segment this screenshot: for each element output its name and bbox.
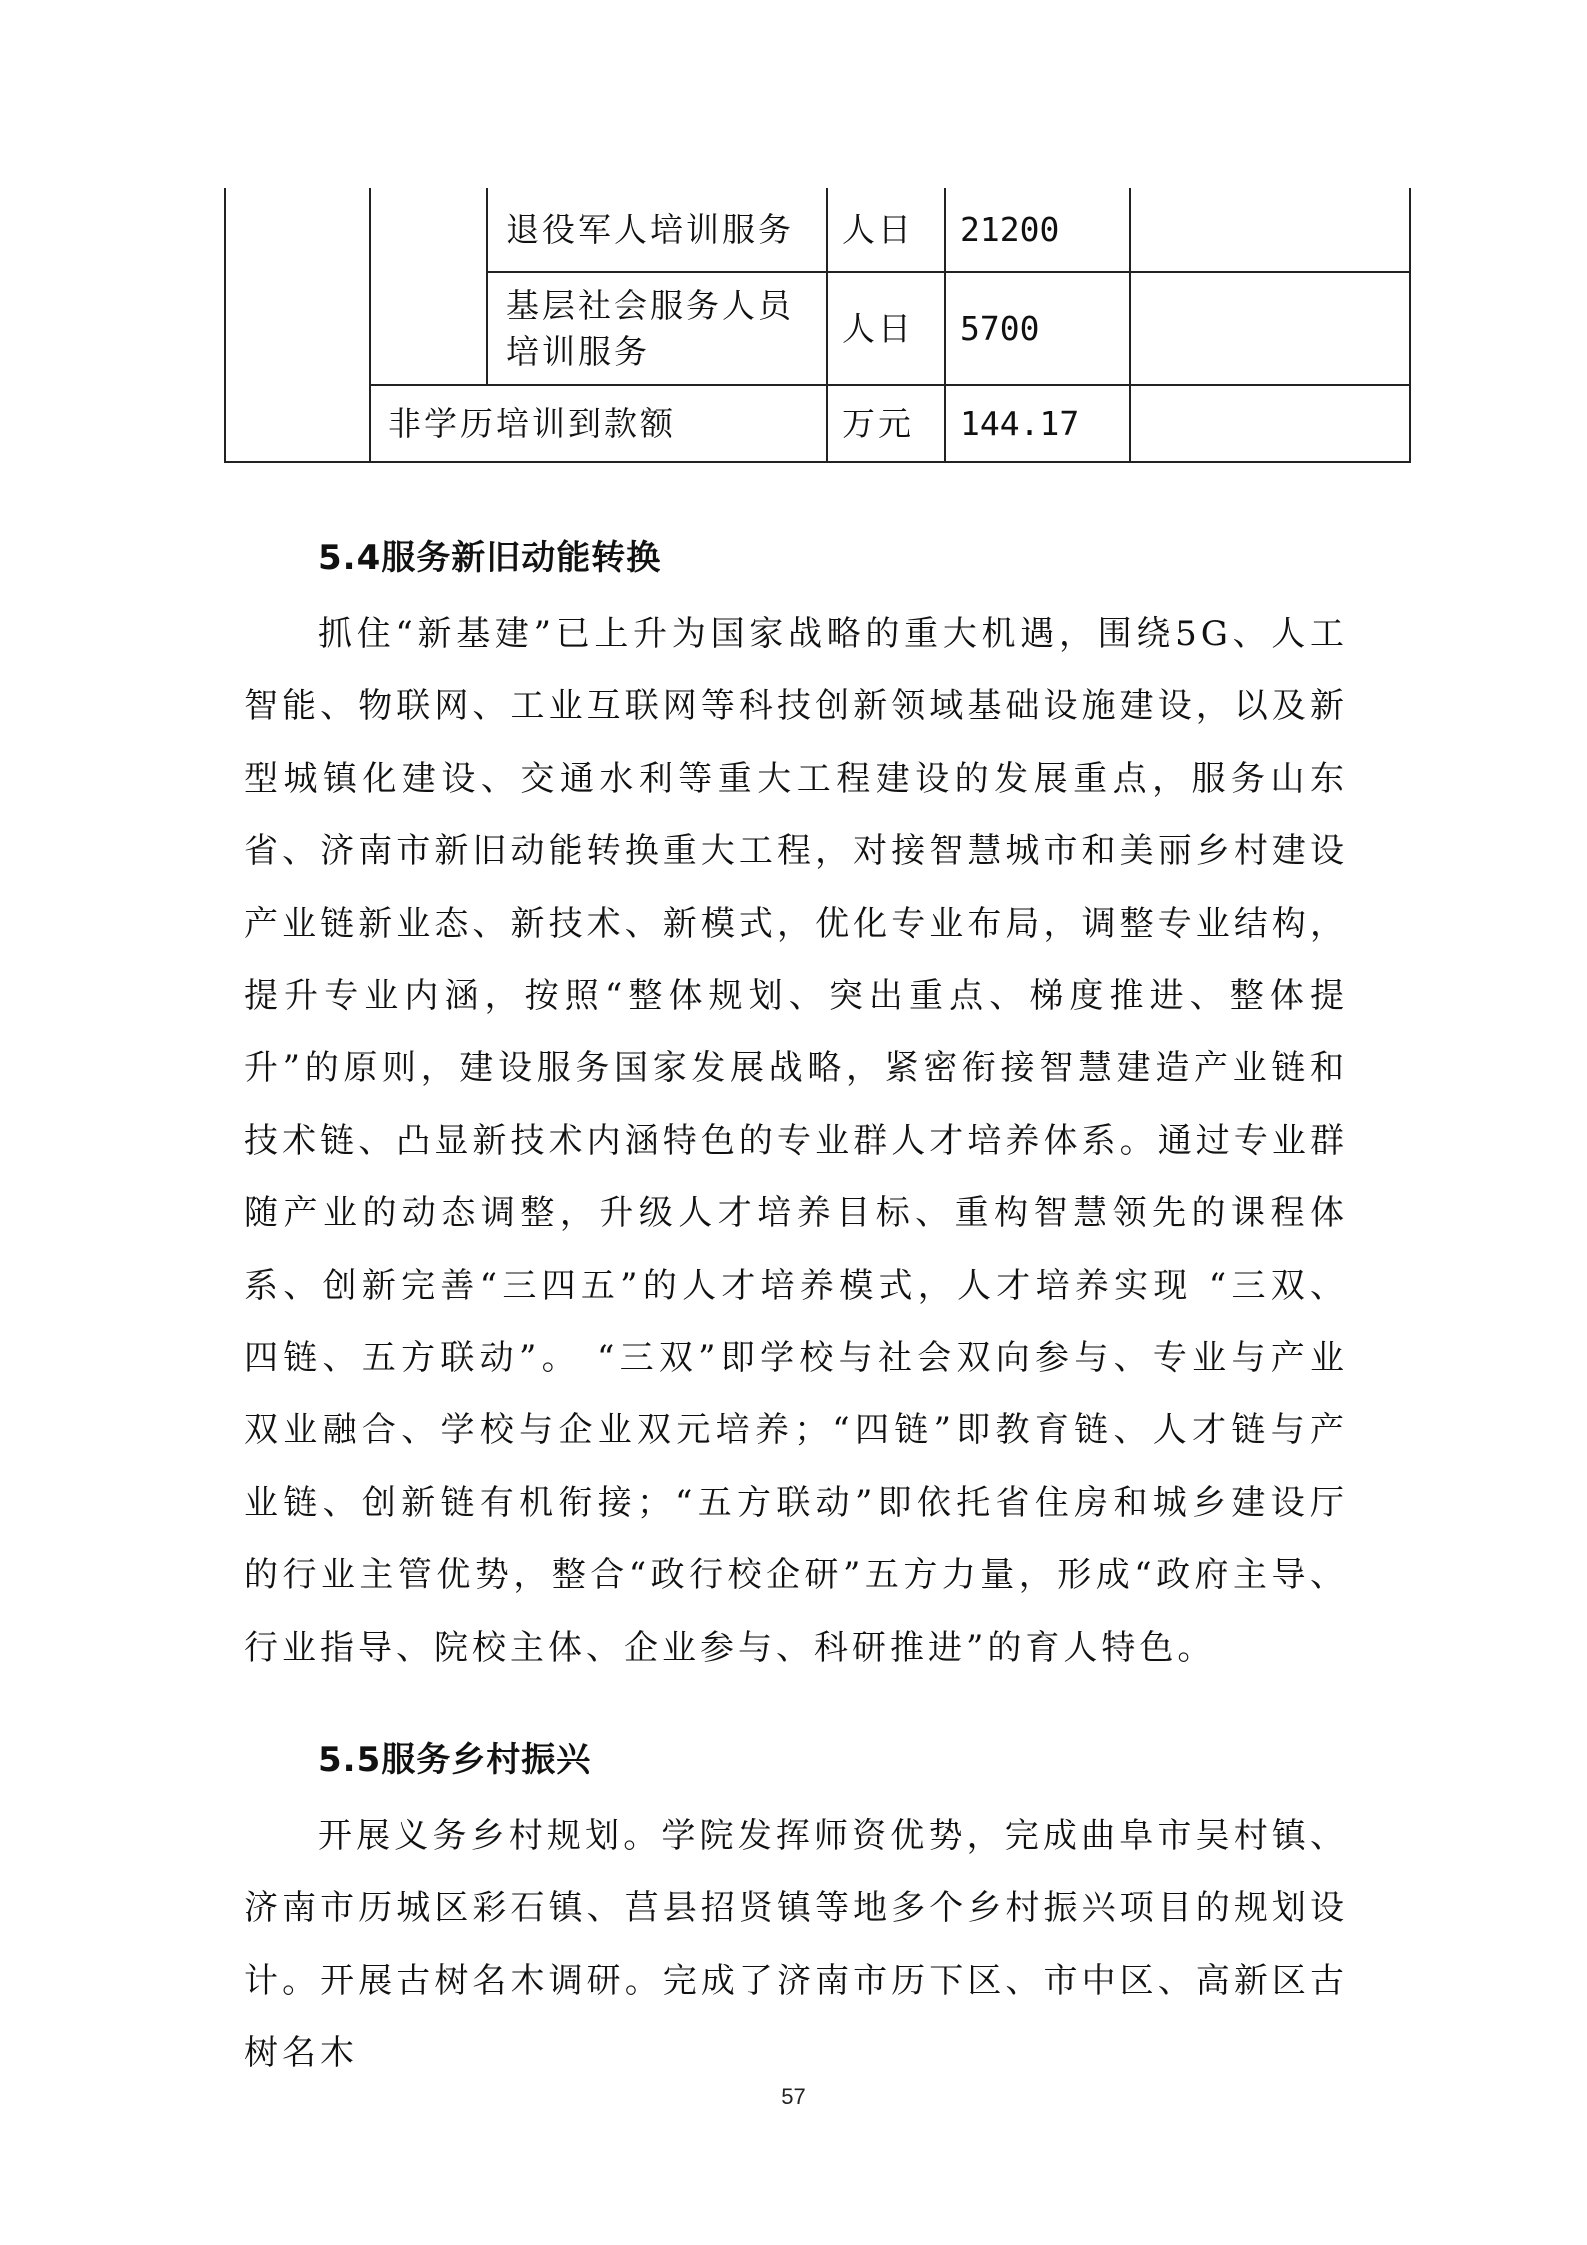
table-divider-col3 xyxy=(826,188,828,463)
section-heading: 5.4服务新旧动能转换 xyxy=(318,538,662,578)
table-cell-value: 144.17 xyxy=(960,403,1080,443)
table-border-bottom xyxy=(224,461,1411,463)
section-paragraph: 开展义务乡村规划。学院发挥师资优势，完成曲阜市吴村镇、济南市历城区彩石镇、莒县招贤镇等地多个乡村振兴项目的规划设计。开展古树名木调研。完成了济南市历下区、市中区、高新区古树名木 xyxy=(244,1816,1348,2074)
table-divider-col4 xyxy=(944,188,946,463)
section-paragraph: 抓住“新基建”已上升为国家战略的重大机遇，围绕5G、人工智能、物联网、工业互联网等科技创新领域基础设施建设，以及新型城镇化建设、交通水利等重大工程建设的发展重点，服务山东省、济南市新旧动能转换重大工程，对接智慧城市和美丽乡村建设产业链新业态、新技术、新模式，优化专业布局，调整专业结构，提升专业内涵，按照“整体规划、突出重点、梯度推进、整体提升”的原则，建设服务国家发展战略，紧密衔接智慧建造产业链和技术链、凸显新技术内涵特色的专业群人才培养体系。通过专业群随产业的动态调整，升级人才培养目标、重构智慧领先的课程体系、创新完善“三四五”的人才培养模式，人才培养实现 “三双、四链、五方联动”。 “三双”即学校与社会双向参与、专业与产业双业融合、学校与企业双元培养；“四链”即教育链、人才链与产业链、创新链有机衔接；“五方联动”即依托省住房和城乡建设厅的行业主管优势，整合“政行校企研”五方力量，形成“政府主导、行业指导、院校主体、企业参与、科研推进”的育人特色。 xyxy=(244,614,1348,1668)
section-heading: 5.5服务乡村振兴 xyxy=(318,1740,592,1780)
table-cell-item: 非学历培训到款额 xyxy=(388,403,676,443)
table-cell-value: 5700 xyxy=(960,308,1040,348)
table-divider-col2 xyxy=(486,188,488,384)
table-divider-col5 xyxy=(1129,188,1131,463)
table-cell-item: 基层社会服务人员培训服务 xyxy=(506,285,794,371)
table-cell-unit: 万元 xyxy=(842,403,914,443)
page-number: 57 xyxy=(781,2084,806,2109)
training-table xyxy=(224,188,1411,463)
table-cell-unit: 人日 xyxy=(842,308,914,348)
table-cell-value: 21200 xyxy=(960,209,1060,249)
table-divider-col1 xyxy=(369,188,371,463)
table-border-left xyxy=(224,188,226,463)
table-cell-unit: 人日 xyxy=(842,209,914,249)
table-border-right xyxy=(1409,188,1411,463)
table-cell-item: 退役军人培训服务 xyxy=(506,209,794,249)
